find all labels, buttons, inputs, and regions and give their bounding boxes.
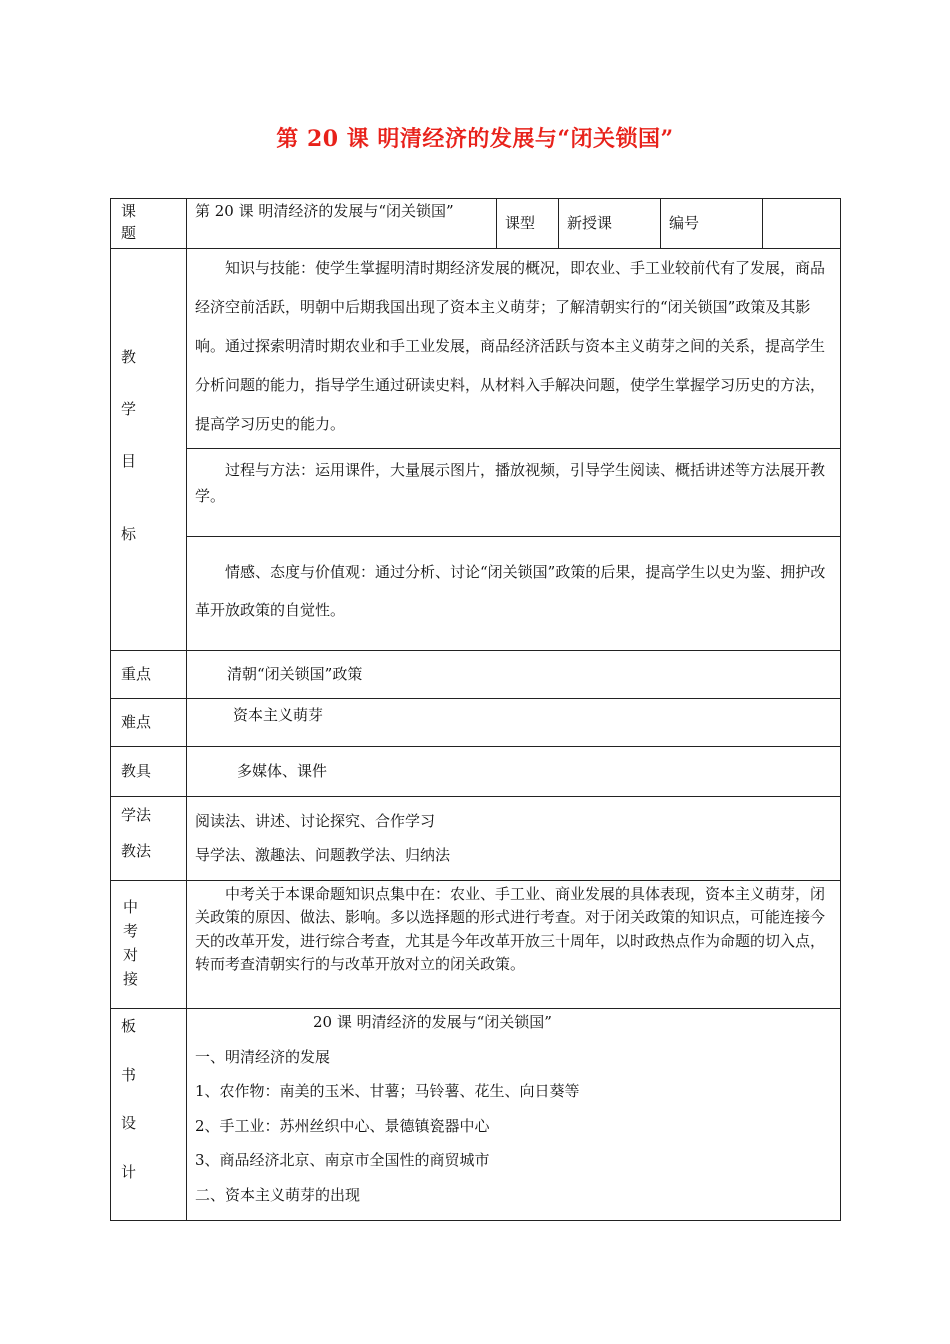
key-point-row (111, 651, 841, 699)
type-label: 课型 (497, 199, 559, 249)
methods-value (187, 797, 841, 881)
tools-value: 多媒体、课件 (187, 747, 841, 797)
goals-label: 教 学 目 标 (111, 249, 187, 651)
exam-text: 中考关于本课命题知识点集中在：农业、手工业、商业发展的具体表现，资本主义萌芽，闭关政策的原因、做法、影响。多以选择题的形式进行考查。对于闭关政策的知识点，可能连接今天的改革开发，进行综合考查，尤其是今年改革开放三十周年，以时政热点作为命题的切入点，转而考查清朝实行的与改革开放对立的闭关政策。 (187, 881, 841, 1009)
board-content (187, 1009, 841, 1221)
goals-process-row (111, 449, 841, 537)
tools-label: 教具 (111, 747, 187, 797)
topic-label: 课 题 (111, 199, 187, 249)
difficulty-row (111, 699, 841, 747)
goals-knowledge-row (111, 249, 841, 449)
exam-label: 中 考 对 接 (111, 881, 187, 1009)
teach-methods: 导学法、激趣法、问题教学法、归纳法 (195, 845, 451, 864)
board-label: 板 书 设 计 (111, 1009, 187, 1221)
tools-row (111, 747, 841, 797)
methods-row (111, 797, 841, 881)
type-value: 新授课 (559, 199, 661, 249)
number-label: 编号 (661, 199, 763, 249)
page-title: 第 20 课 明清经济的发展与“闭关锁国” (276, 126, 674, 152)
goals-emotion: 情感、态度与价值观：通过分析、讨论“闭关锁国”政策的后果，提高学生以史为鉴、拥护改革开放政策的自觉性。 (187, 537, 841, 651)
topic-value: 第 20 课 明清经济的发展与“闭关锁国” (187, 199, 497, 249)
topic-row (111, 199, 841, 249)
number-value (763, 199, 841, 249)
difficulty-label: 难点 (111, 699, 187, 747)
learn-methods: 阅读法、讲述、讨论探究、合作学习 (195, 812, 436, 830)
board-line: 二、资本主义萌芽的出现 (195, 1185, 361, 1204)
key-point-label: 重点 (111, 651, 187, 699)
methods-label: 学法 教法 (111, 797, 187, 881)
goals-process: 过程与方法：运用课件，大量展示图片，播放视频，引导学生阅读、概括讲述等方法展开教学。 (187, 449, 841, 537)
goals-emotion-row (111, 537, 841, 651)
board-line: 2、手工业：苏州丝织中心、景德镇瓷器中心 (195, 1116, 490, 1135)
board-line: 一、明清经济的发展 (195, 1047, 331, 1066)
goals-knowledge: 知识与技能：使学生掌握明清时期经济发展的概况，即农业、手工业较前代有了发展，商品经济空前活跃，明朝中后期我国出现了资本主义萌芽；了解清朝实行的“闭关锁国”政策及其影响。通过探索明清时期农业和手工业发展，商品经济活跃与资本主义萌芽之间的关系，提高学生分析问题的能力，指导学生通过研读史料，从材料入手解决问题，使学生掌握学习历史的方法，提高学习历史的能力。 (187, 249, 841, 449)
lesson-plan-table (110, 198, 841, 1221)
exam-row (111, 881, 841, 1009)
board-line: 3、商品经济北京、南京市全国性的商贸城市 (195, 1151, 490, 1169)
board-line: 1、农作物：南美的玉米、甘薯；马铃薯、花生、向日葵等 (195, 1082, 580, 1100)
board-heading: 20 课 明清经济的发展与“闭关锁国” (313, 1013, 552, 1031)
difficulty-value: 资本主义萌芽 (187, 699, 841, 747)
board-row (111, 1009, 841, 1221)
key-point-value: 清朝“闭关锁国”政策 (187, 651, 841, 699)
